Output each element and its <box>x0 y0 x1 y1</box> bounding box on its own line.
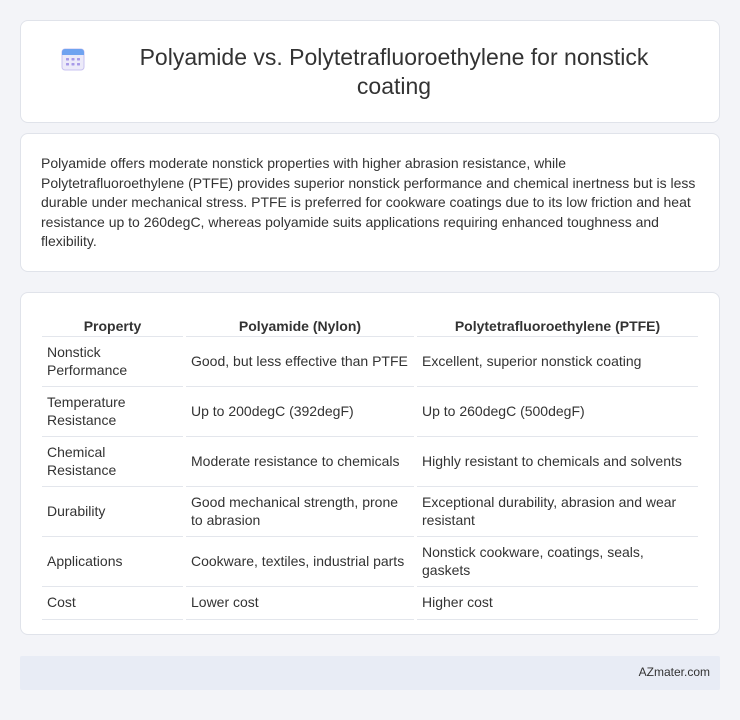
polyamide-cell: Up to 200degC (392degF) <box>186 387 414 437</box>
polyamide-cell: Cookware, textiles, industrial parts <box>186 537 414 587</box>
property-cell: Durability <box>42 487 183 537</box>
property-cell: Temperature Resistance <box>42 387 183 437</box>
table-row <box>42 337 698 387</box>
ptfe-cell: Exceptional durability, abrasion and wear resistant <box>417 487 698 537</box>
comparison-table <box>39 313 701 620</box>
page-title: Polyamide vs. Polytetrafluoroethylene for nonstick coating <box>139 43 649 99</box>
table-header-row <box>42 313 698 337</box>
title-row <box>61 43 679 101</box>
table-row <box>42 537 698 587</box>
table-row <box>42 437 698 487</box>
calendar-icon <box>61 47 85 71</box>
ptfe-cell: Nonstick cookware, coatings, seals, gaskets <box>417 537 698 587</box>
header-ptfe: Polytetrafluoroethylene (PTFE) <box>417 313 698 337</box>
property-cell: Nonstick Performance <box>42 337 183 387</box>
title-card <box>20 20 720 123</box>
polyamide-cell: Good mechanical strength, prone to abrasion <box>186 487 414 537</box>
ptfe-cell: Higher cost <box>417 587 698 620</box>
polyamide-cell: Moderate resistance to chemicals <box>186 437 414 487</box>
comparison-table-card <box>20 292 720 635</box>
footer-bar <box>20 656 720 690</box>
table-row <box>42 487 698 537</box>
polyamide-cell: Good, but less effective than PTFE <box>186 337 414 387</box>
footer-brand-link[interactable]: AZmater.com <box>638 665 710 679</box>
property-cell: Cost <box>42 587 183 620</box>
header-polyamide: Polyamide (Nylon) <box>186 313 414 337</box>
polyamide-cell: Lower cost <box>186 587 414 620</box>
table-row <box>42 387 698 437</box>
property-cell: Applications <box>42 537 183 587</box>
header-property: Property <box>42 313 183 337</box>
ptfe-cell: Excellent, superior nonstick coating <box>417 337 698 387</box>
property-cell: Chemical Resistance <box>42 437 183 487</box>
ptfe-cell: Up to 260degC (500degF) <box>417 387 698 437</box>
summary-text: Polyamide offers moderate nonstick properties with higher abrasion resistance, while Polytetrafluoroethylene (PTFE) provides superior nonstick performance and chemical inertness but is less durable under mechanical stress. PTFE is preferred for cookware coatings due to its low friction and heat resistance up to 260degC, whereas polyamide suits applications requiring enhanced toughness and flexibility. <box>41 155 696 250</box>
summary-card <box>20 133 720 272</box>
table-row <box>42 587 698 620</box>
ptfe-cell: Highly resistant to chemicals and solvents <box>417 437 698 487</box>
